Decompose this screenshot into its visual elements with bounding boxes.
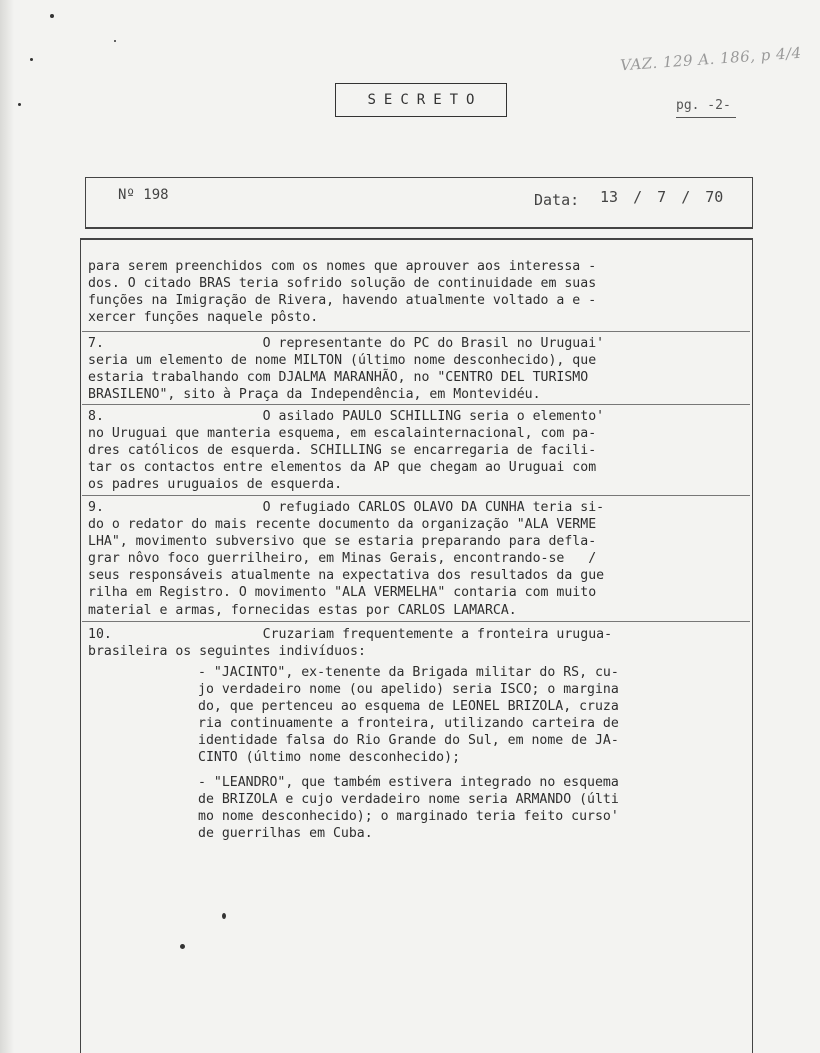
classification-stamp [335,83,507,117]
scan-speck [30,58,33,61]
archive-reference: VAZ. 129 A. 186, p 4/4 [619,43,803,75]
paragraph-item-10: 10. Cruzariam frequentemente a fronteira urugua- brasileira os seguintes indivíduos: [88,627,613,660]
sub-item-jacinto: - "JACINTO", ex-tenente da Brigada militar do RS, cu- jo verdadeiro nome (ou apelido) seria ISCO; o margina do, que pertenceu ao esquema de LEONEL BRIZOLA, cruza ria continuamente a fronteira, utilizando carteira de identidade falsa do Rio Grande do Sul, em nome de JA- CINTO (último nome desconhecido); [198,665,619,766]
paragraph-divider [82,404,750,405]
page-label: pg. -2- [676,98,731,113]
paragraph-divider [82,331,750,332]
scan-speck [114,40,116,42]
scan-speck [18,103,21,106]
date-label: Data: [534,191,580,209]
paragraph-divider [82,495,750,496]
date-value: 13 / 7 / 70 [600,188,724,206]
paper-edge [0,0,14,1053]
paragraph-item-9: 9. O refugiado CARLOS OLAVO DA CUNHA teria si- do o redator do mais recente documento da organização "ALA VERME LHA", movimento subversivo que se estaria preparando para defla- grar nôvo foco guerrilheiro, em Minas Gerais, encontrando-se / seus responsáveis atualmente na expectativa dos resultados da gue rilha em Registro. O movimento "ALA VERMELHA" contaria com muito material e armas, fornecidas estas por CARLOS LAMARCA. [88,500,605,618]
scan-speck [50,14,54,18]
paragraph-item-7: 7. O representante do PC do Brasil no Uruguai' seria um elemento de nome MILTON (último nome desconhecido), que estaria trabalhando com DJALMA MARANHÃO, no "CENTRO DEL TURISMO BRASILENO", sito à Praça da Independência, em Montevidéu. [88,336,605,403]
paragraph-divider [82,621,750,622]
page-label-underline [676,117,736,118]
classification-label: SECRETO [367,92,483,108]
paragraph-item-8: 8. O asilado PAULO SCHILLING seria o elemento' no Uruguai que manteria esquema, em escalainternacional, com pa- dres católicos de esquerda. SCHILLING se encarregaria de facili- tar os contactos entre elementos da AP que chegam ao Uruguai com os padres uruguaios de esquerda. [88,409,605,493]
sub-item-leandro: - "LEANDRO", que também estivera integrado no esquema de BRIZOLA e cujo verdadeiro nome seria ARMANDO (últi mo nome desconhecido); o marginado teria feito curso' de guerrilhas em Cuba. [198,775,619,842]
paragraph-continuation: para serem preenchidos com os nomes que aprouver aos interessa - dos. O citado BRAS teria sofrido solução de continuidade em suas funções na Imigração de Rivera, havendo atualmente voltado a e - xercer funções naquele pôsto. [88,259,597,326]
report-number: Nº 198 [118,187,169,203]
